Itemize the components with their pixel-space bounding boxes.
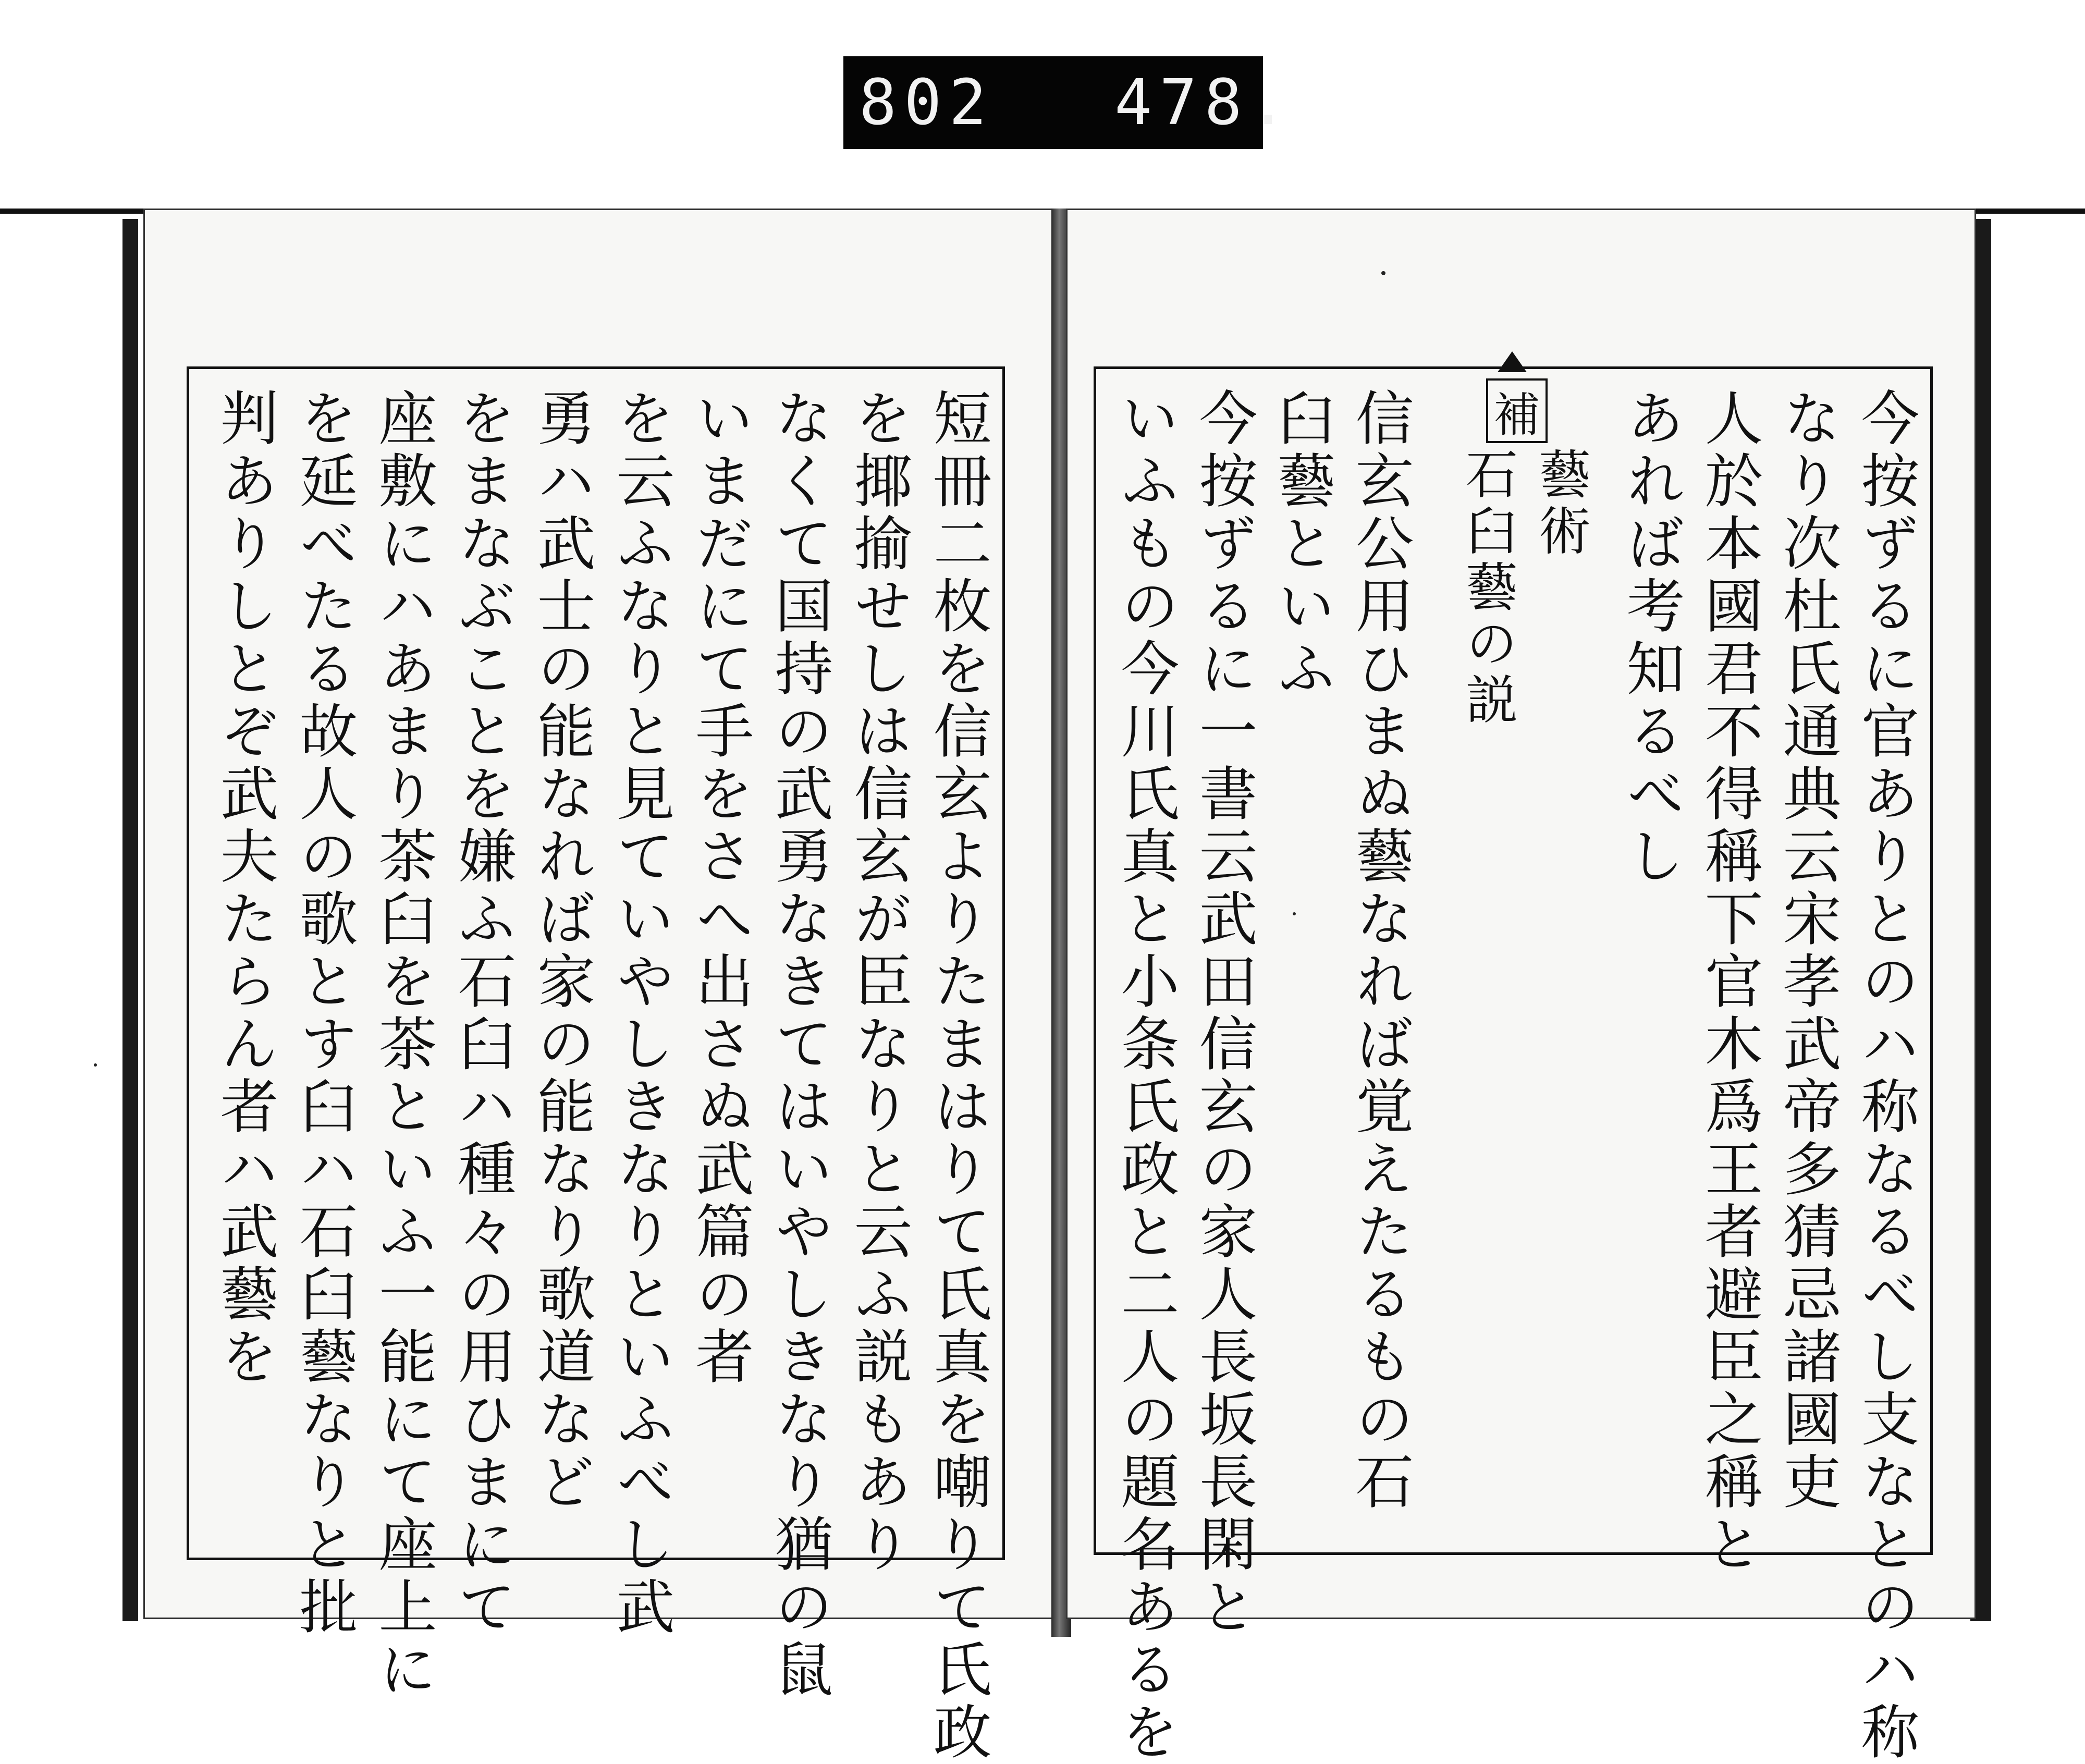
left-col-7: をまなぶことを嫌ふ石臼ハ種々の用ひまにて xyxy=(448,388,516,1639)
right-col-4: あれば考知るべし xyxy=(1617,388,1685,888)
right-col-7: 信玄公用ひまぬ藝なれば覚えたるもの石 xyxy=(1346,388,1414,1514)
book-spread xyxy=(122,198,1994,1764)
scan-speck xyxy=(1381,271,1385,275)
left-col-5: を云ふなりと見ていやしきなりといふべし武 xyxy=(607,388,674,1639)
left-col-9: を延べたる故人の歌とす臼ハ石臼藝なりと批 xyxy=(290,388,358,1639)
right-col-8: 臼藝といふ xyxy=(1268,388,1335,701)
right-col-6: 石臼藝の説 xyxy=(1457,447,1518,729)
left-page xyxy=(143,209,1064,1764)
right-page xyxy=(1066,209,1976,1764)
left-col-2: を揶揄せしは信玄が臣なりと云ふ説もあり xyxy=(844,388,912,1576)
scan-speck xyxy=(94,1063,97,1067)
scan-speck xyxy=(1293,912,1296,915)
label-plate xyxy=(843,56,1294,149)
right-col-3: 人於本國君不得稱下官木爲王者避臣之稱と xyxy=(1695,388,1763,1576)
right-col-1: 今按ずるに官ありとのハ称なるべし支なとのハ称 xyxy=(1851,388,1919,1764)
right-col-5: 藝術 xyxy=(1530,447,1591,560)
left-col-4: いまだにて手をさへ出さぬ武篇の者 xyxy=(686,388,754,1389)
left-col-8: 座敷にハあまり茶臼を茶といふ一能にて座上に xyxy=(369,388,437,1701)
left-col-3: なくて国持の武勇なきてはいやしきなり猶の鼠 xyxy=(765,388,833,1701)
left-col-1: 短冊二枚を信玄よりたまはりて氏真を嘲りて氏政 xyxy=(924,388,991,1764)
right-col-9: 今按ずるに一書云武田信玄の家人長坂長閑と xyxy=(1189,388,1257,1639)
hosen-marker-box: 補 xyxy=(1486,378,1548,443)
right-text-frame xyxy=(1094,366,1933,1764)
triangle-marker-icon xyxy=(1498,351,1527,372)
left-col-10: 判ありしとぞ武夫たらん者ハ武藝を xyxy=(211,388,278,1389)
label-plate-right: 478. xyxy=(1114,66,1294,139)
label-plate-left: 802 xyxy=(859,66,994,139)
right-col-10: いふもの今川氏真と小条氏政と二人の題名あるを xyxy=(1111,388,1179,1764)
left-col-6: 勇ハ武士の能なれば家の能なり歌道など xyxy=(528,388,595,1514)
left-text-frame xyxy=(187,366,1005,1764)
cover-left-edge xyxy=(122,219,138,1621)
right-col-2: なり次杜氏通典云宋孝武帝多猜忌諸國吏 xyxy=(1773,388,1841,1514)
